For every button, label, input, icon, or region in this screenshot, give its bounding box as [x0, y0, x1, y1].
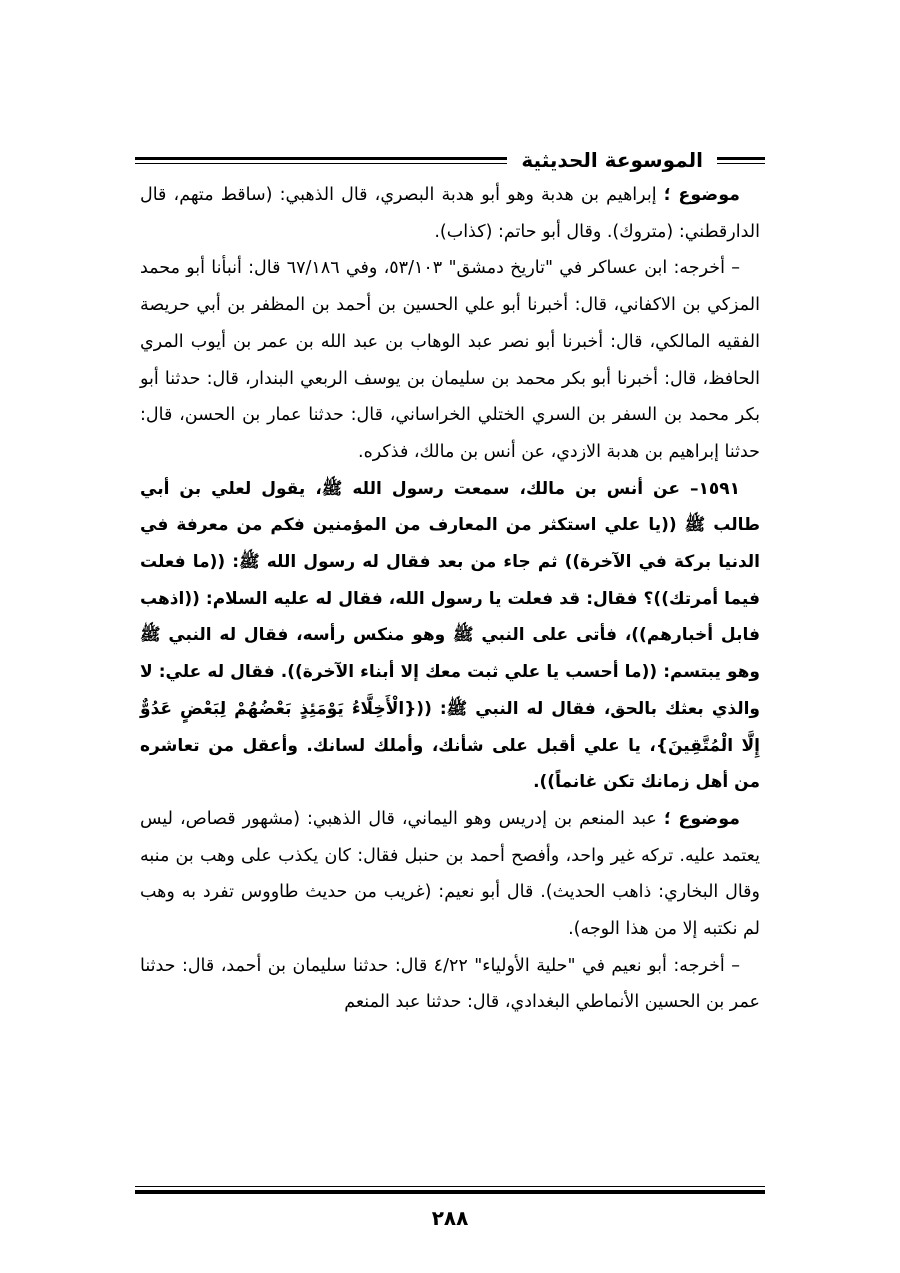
paragraph-text: – أخرجه: ابن عساكر في "تاريخ دمشق" ٥٣/١٠٣، وفي ٦٧/١٨٦ قال: أنبأنا أبو محمد المزكي بن الاكفاني، قال: أخبرنا أبو علي الحسين بن أحمد بن المظفر بن أبي حريصة الفقيه المالكي، قال: أخبرنا أبو نصر عبد الوهاب بن عبد الله بن عمر بن أيوب المري الحافظ، قال: أخبرنا أبو بكر محمد بن سليمان بن يوسف الربعي البندار، قال: حدثنا أبو بكر محمد بن السفر بن السري الختلي الخراساني، قال: حدثنا عمار بن الحسن، قال: حدثنا إبراهيم بن هدبة الازدي، عن أنس بن مالك، فذكره.: [140, 258, 760, 462]
paragraph-text: ١٥٩١– عن أنس بن مالك، سمعت رسول الله ﷺ، يقول لعلي بن أبي طالب ﷺ ((يا علي استكثر من المعارف من المؤمنين فكم من معرفة في الدنيا بركة في الآخرة)) ثم جاء من بعد فقال له رسول الله ﷺ: ((ما فعلت فيما أمرتك))؟ فقال: قد فعلت يا رسول الله، فقال له عليه السلام: ((اذهب فابل أخبارهم))، فأتى على النبي ﷺ وهو منكس رأسه، فقال له النبي ﷺ وهو يبتسم: ((ما أحسب يا علي ثبت معك إلا أبناء الآخرة)). فقال له علي: لا والذي بعثك بالحق، فقال له النبي ﷺ: (({الْأَخِلَّاءُ يَوْمَئِذٍ بَعْضُهُمْ لِبَعْضٍ عَدُوٌّ إِلَّا الْمُتَّقِينَ}، يا علي أقبل على شأنك، وأملك لسانك. وأعقل من تعاشره من أهل زمانك تكن غانماً)).: [140, 478, 760, 793]
page-title: الموسوعة الحديثية: [521, 148, 703, 172]
paragraph-key: موضوع ؛: [663, 185, 741, 205]
paragraph-text: – أخرجه: أبو نعيم في "حلية الأولياء" ٤/٢٢ قال: حدثنا سليمان بن أحمد، قال: حدثنا عمر بن الحسين الأنماطي البغدادي، قال: حدثنا عبد المنعم: [140, 955, 760, 1013]
paragraph-text: عبد المنعم بن إدريس وهو اليماني، قال الذهبي: (مشهور قصاص، ليس يعتمد عليه. تركه غير واحد، وأفصح أحمد بن حنبل فقال: كان يكذب على وهب بن منبه وقال البخاري: ذاهب الحديث). قال أبو نعيم: (غريب من حديث طاووس تفرد به وهب لم نكتبه إلا من هذا الوجه).: [140, 808, 760, 940]
paragraph-key: موضوع ؛: [663, 808, 741, 829]
footer-rule: [135, 1186, 765, 1194]
paragraph-mawdu-2: [140, 801, 760, 948]
paragraph-takhrij-1: [140, 250, 760, 470]
page-number: ٢٨٨: [431, 1206, 469, 1230]
page-header: [135, 143, 765, 177]
paragraph-takhrij-2: [140, 948, 760, 1021]
paragraph-hadith-1591: [140, 471, 760, 801]
header-rule-right: [717, 157, 765, 164]
paragraph-text: إبراهيم بن هدبة وهو أبو هدبة البصري، قال الذهبي: (ساقط متهم، قال الدارقطني: (متروك). وقال أبو حاتم: (كذاب).: [140, 185, 760, 242]
page-body: [140, 177, 760, 1021]
header-rule-left: [135, 157, 507, 164]
paragraph-mawdu-1: [140, 177, 760, 250]
